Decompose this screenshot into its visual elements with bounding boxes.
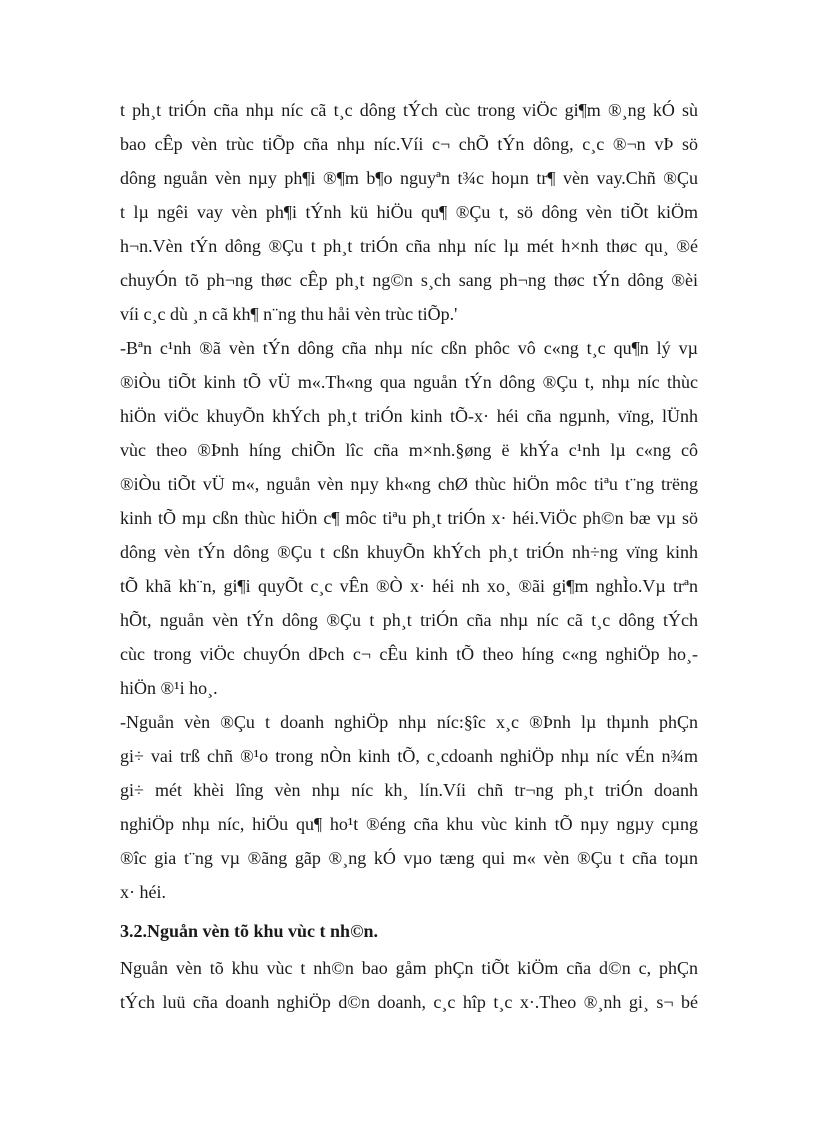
text-line: dông nguån vèn nµy ph¶i ®¶m b¶o nguyªn t¾c hoµn tr¶ vèn vay.Chñ ®Çu	[120, 168, 698, 188]
text-line: -Nguån vèn ®Çu t doanh nghiÖp nhµ níc:§îc x¸c ®Þnh lµ thµnh phÇn	[120, 712, 698, 732]
text-line: -Bªn c¹nh ®ã vèn tÝn dông cña nhµ níc cßn phôc vô c«ng t¸c qu¶n lý vµ	[120, 338, 698, 358]
text-line: Nguån vèn tõ khu vùc t nh©n bao gåm phÇn tiÕt kiÖm cña d©n c, phÇn	[120, 958, 698, 978]
text-line: gi÷ vai trß chñ ®¹o trong nÒn kinh tÕ, c¸cdoanh nghiÖp nhµ níc vÉn n¾m	[120, 746, 698, 766]
text-line: tÕ khã kh¨n, gi¶i quyÕt c¸c vÊn ®Ò x· héi nh xo¸ ®ãi gi¶m nghÌo.Vµ trªn	[120, 576, 698, 596]
text-line: hiÖn viÖc khuyÕn khÝch ph¸t triÓn kinh tÕ-x· héi cña ngµnh, vïng, lÜnh	[120, 406, 698, 426]
text-line: ®iÒu tiÕt vÜ m«, nguån vèn nµy kh«ng chØ thùc hiÖn môc tiªu t¨ng trëng	[120, 474, 698, 494]
text-line: ®iÒu tiÕt kinh tÕ vÜ m«.Th«ng qua nguån tÝn dông ®Çu t, nhµ níc thùc	[120, 372, 698, 392]
text-line: cùc trong viÖc chuyÓn dÞch c¬ cÊu kinh tÕ theo híng c«ng nghiÖp ho¸-	[120, 644, 698, 664]
text-line: nghiÖp nhµ níc, hiÖu qu¶ ho¹t ®éng cña khu vùc kinh tÕ nµy ngµy cµng	[120, 814, 698, 834]
text-line: chuyÓn tõ ph¬ng thøc cÊp ph¸t ng©n s¸ch sang ph¬ng thøc tÝn dông ®èi	[120, 270, 698, 290]
text-line: dông vèn tÝn dông ®Çu t cßn khuyÕn khÝch ph¸t triÓn nh÷ng vïng kinh	[120, 542, 698, 562]
text-line: ®îc gia t¨ng vµ ®ãng gãp ®¸ng kÓ vµo tæng qui m« vèn ®Çu t cña toµn	[120, 848, 698, 868]
text-line: h¬n.Vèn tÝn dông ®Çu t ph¸t triÓn cña nhµ níc lµ mét h×nh thøc qu¸ ®é	[120, 236, 698, 256]
text-line: vùc theo ®Þnh híng chiÕn lîc cña m×nh.§øng ë khÝa c¹nh lµ c«ng cô	[120, 440, 698, 460]
text-line: gi÷ mét khèi lîng vèn nhµ níc kh¸ lín.Víi chñ tr¬ng ph¸t triÓn doanh	[120, 780, 698, 800]
text-line: hÕt, nguån vèn tÝn dông ®Çu t ph¸t triÓn cña nhµ níc cã t¸c dông tÝch	[120, 610, 698, 630]
text-line: x· héi.	[120, 882, 166, 902]
text-line: t lµ ngêi vay vèn ph¶i tÝnh kü hiÖu qu¶ ®Çu t, sö dông vèn tiÕt kiÖm	[120, 202, 698, 222]
text-line: hiÖn ®¹i ho¸.	[120, 678, 218, 698]
text-line: víi c¸c dù ¸n cã kh¶ n¨ng thu håi vèn trùc tiÕp.'	[120, 304, 458, 324]
text-line: kinh tÕ mµ cßn thùc hiÖn c¶ môc tiªu ph¸t triÓn x· héi.ViÖc ph©n bæ vµ sö	[120, 508, 698, 528]
text-line: bao cÊp vèn trùc tiÕp cña nhµ níc.Víi c¬ chÕ tÝn dông, c¸c ®¬n vÞ sö	[120, 134, 698, 154]
text-line: t ph¸t triÓn cña nhµ níc cã t¸c dông tÝch cùc trong viÖc gi¶m ®¸ng kÓ sù	[120, 100, 698, 120]
section-heading: 3.2.Nguån vèn tõ khu vùc t nh©n.	[120, 921, 379, 941]
text-line: tÝch luü cña doanh nghiÖp d©n doanh, c¸c hîp t¸c x·.Theo ®¸nh gi¸ s¬ bé	[120, 992, 698, 1012]
